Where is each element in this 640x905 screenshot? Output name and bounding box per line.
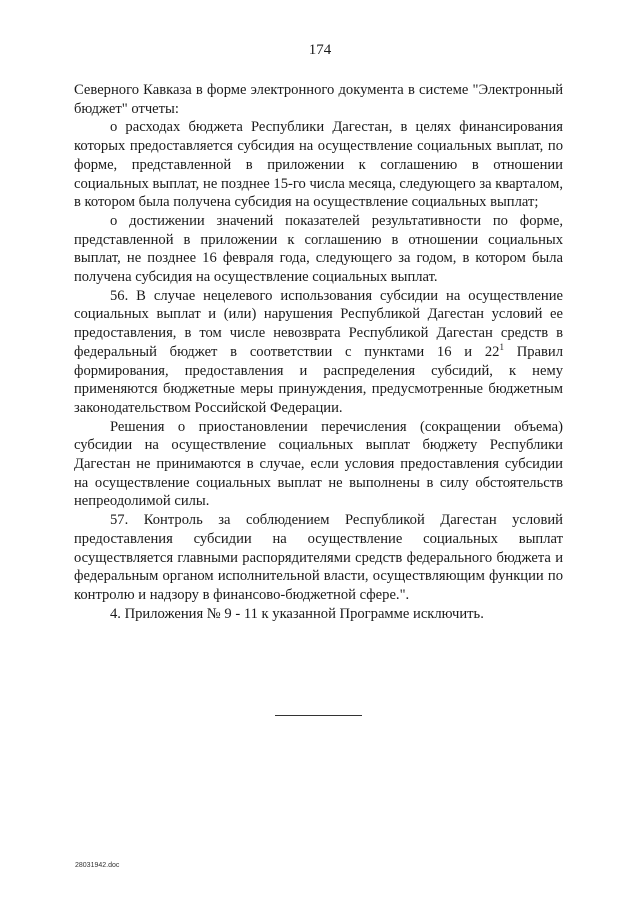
paragraph-expenditure-report: о расходах бюджета Республики Дагестан, в целях финансирования которых предоставляется субсидия на осуществление социальных выплат, по форме, представленной в приложении к соглашению в отношении социальных выплат, не позднее 15-го числа месяца, следующего за кварталом, в котором была получена субсидия на осуществление социальных выплат; [74, 119, 563, 211]
paragraph-annexes-excluded: 4. Приложения № 9 - 11 к указанной Программе исключить. [110, 605, 484, 622]
end-of-document-rule [275, 715, 362, 716]
paragraph-suspension-decisions: Решения о приостановлении перечисления (сокращении объема) субсидии на осуществление социальных выплат бюджету Республики Дагестан не принимаются в случае, если условия предоставления субсидии на осуществление социальных выплат не выполнены в силу обстоятельств непреодолимой силы. [74, 418, 563, 510]
paragraph-continuation: Северного Кавказа в форме электронного документа в системе "Электронный бюджет" отчеты: [74, 82, 563, 117]
paragraph-clause-57: 57. Контроль за соблюдением Республикой Дагестан условий предоставления субсидии на осуществление социальных выплат осуществляется главными распорядителями средств федерального бюджета и федеральным органом исполнительной власти, осуществляющим функции по контролю и надзору в финансово-бюджетной сфере.". [74, 512, 563, 603]
page-number: 174 [308, 42, 332, 58]
footer-filename: 28031942.doc [75, 862, 120, 869]
document-body [74, 81, 563, 623]
clause-56-text: 56. В случае нецелевого использования субсидии на осуществление социальных выплат и (или) нарушения Республикой Дагестан условий ее предоставления, в том числе невозврата Республикой Дагестан средств в федеральный бюджет в соответствии с пунктами 16 и 22 [74, 287, 563, 360]
footnote-superscript: 1 [499, 341, 504, 352]
paragraph-clause-56 [74, 287, 563, 418]
paragraph-indicators-report: о достижении значений показателей результативности по форме, представленной в приложении к соглашению в отношении социальных выплат, не позднее 16 февраля года, следующего за годом, в котором была получена субсидия на осуществление социальных выплат. [74, 212, 563, 286]
clause-56-text-continued: Правил формирования, предоставления и распределения субсидий, к нему применяются бюджетные меры принуждения, предусмотренные бюджетным законодательством Российской Федерации. [74, 343, 563, 416]
